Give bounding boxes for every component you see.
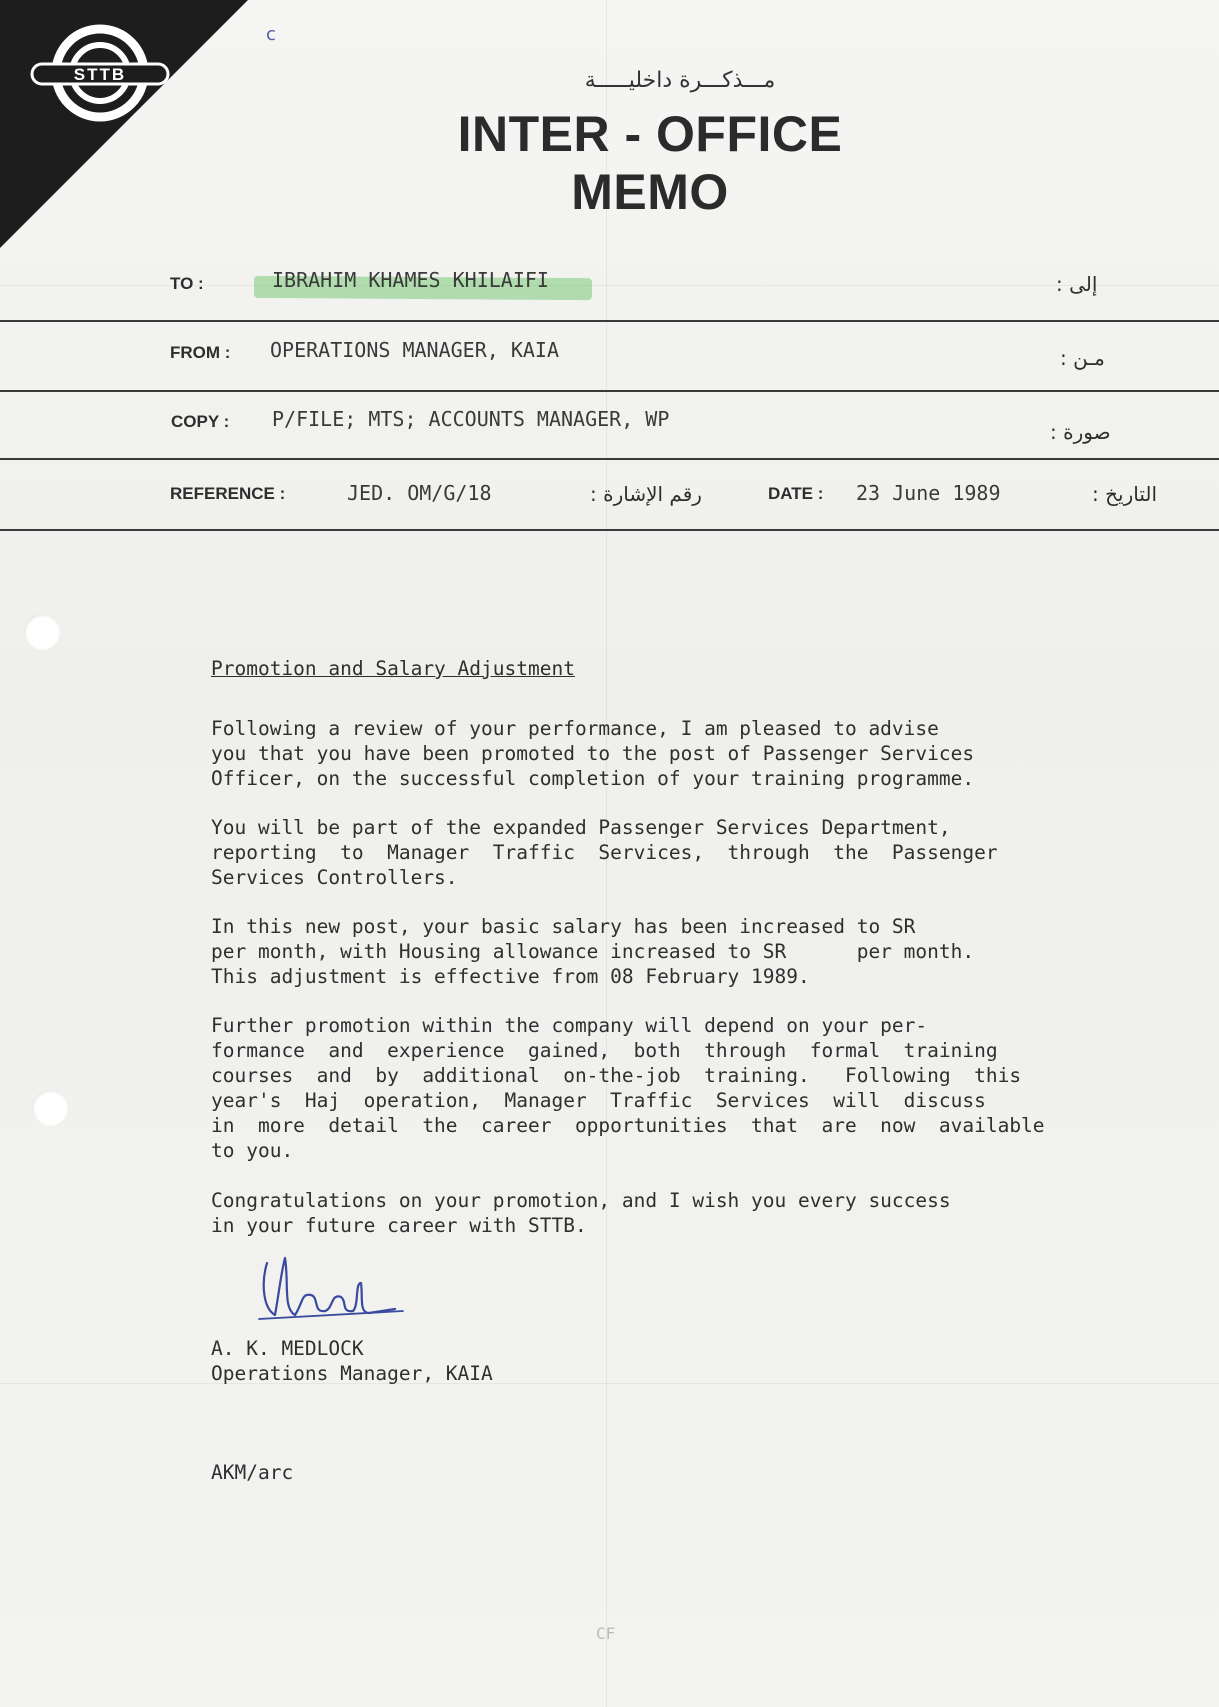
paragraph: You will be part of the expanded Passenger Services Department, reporting to Manager Traffic Services, through the Passenger Services Controllers. bbox=[211, 816, 998, 889]
paragraph: Further promotion within the company will depend on your per- formance and experience gained, both through formal training courses and by additional on-the-job training. Following this year's Haj operation, Manager Traffic Services will discuss in more detail the career opportunities that are now available to you. bbox=[211, 1014, 1045, 1162]
reference-initials: AKM/arc bbox=[211, 1461, 294, 1484]
sttb-logo bbox=[30, 18, 170, 128]
from-arabic-label: مـن : bbox=[1060, 346, 1105, 370]
fold-crease bbox=[0, 1383, 1219, 1384]
to-arabic-label: إلى : bbox=[1056, 272, 1098, 296]
signatory-name: A. K. MEDLOCK bbox=[211, 1337, 364, 1360]
divider bbox=[0, 529, 1219, 531]
from-value: OPERATIONS MANAGER, KAIA bbox=[270, 338, 559, 362]
memo-title: INTER - OFFICE MEMO bbox=[457, 106, 843, 220]
punch-hole bbox=[24, 614, 60, 650]
handwritten-signature bbox=[255, 1253, 405, 1328]
handwritten-mark: c bbox=[266, 24, 276, 45]
arabic-title: مـــذكـــرة داخليـــــة bbox=[584, 68, 776, 93]
date-value: 23 June 1989 bbox=[856, 481, 1001, 505]
reference-value: JED. OM/G/18 bbox=[347, 481, 492, 505]
paragraph: Following a review of your performance, I am pleased to advise you that you have been promoted to the post of Passenger Services Officer, on the successful completion of your training programme. bbox=[211, 717, 975, 790]
date-arabic-label: التاريخ : bbox=[1092, 482, 1158, 506]
punch-hole bbox=[32, 1090, 68, 1126]
divider bbox=[0, 458, 1219, 460]
divider bbox=[0, 390, 1219, 392]
reference-label: REFERENCE : bbox=[170, 484, 286, 503]
svg-text:STTB: STTB bbox=[73, 65, 127, 84]
copy-label: COPY : bbox=[171, 412, 230, 431]
copy-value: P/FILE; MTS; ACCOUNTS MANAGER, WP bbox=[272, 407, 670, 431]
to-label: TO : bbox=[170, 274, 204, 293]
date-label: DATE : bbox=[768, 484, 824, 503]
faint-mark: CF bbox=[596, 1624, 616, 1643]
paragraph: Congratulations on your promotion, and I wish you every success in your future career with STTB. bbox=[211, 1189, 951, 1237]
signatory-title: Operations Manager, KAIA bbox=[211, 1362, 493, 1385]
copy-arabic-label: صورة : bbox=[1050, 420, 1111, 444]
to-value: IBRAHIM KHAMES KHILAIFI bbox=[272, 268, 549, 292]
divider bbox=[0, 320, 1219, 322]
memo-subject: Promotion and Salary Adjustment bbox=[211, 657, 575, 680]
paragraph: In this new post, your basic salary has been increased to SR per month, with Housing allowance increased to SR per month. This adjustment is effective from 08 February 1989. bbox=[211, 915, 975, 988]
from-label: FROM : bbox=[170, 343, 231, 362]
reference-arabic-label: رقم الإشارة : bbox=[590, 482, 702, 506]
